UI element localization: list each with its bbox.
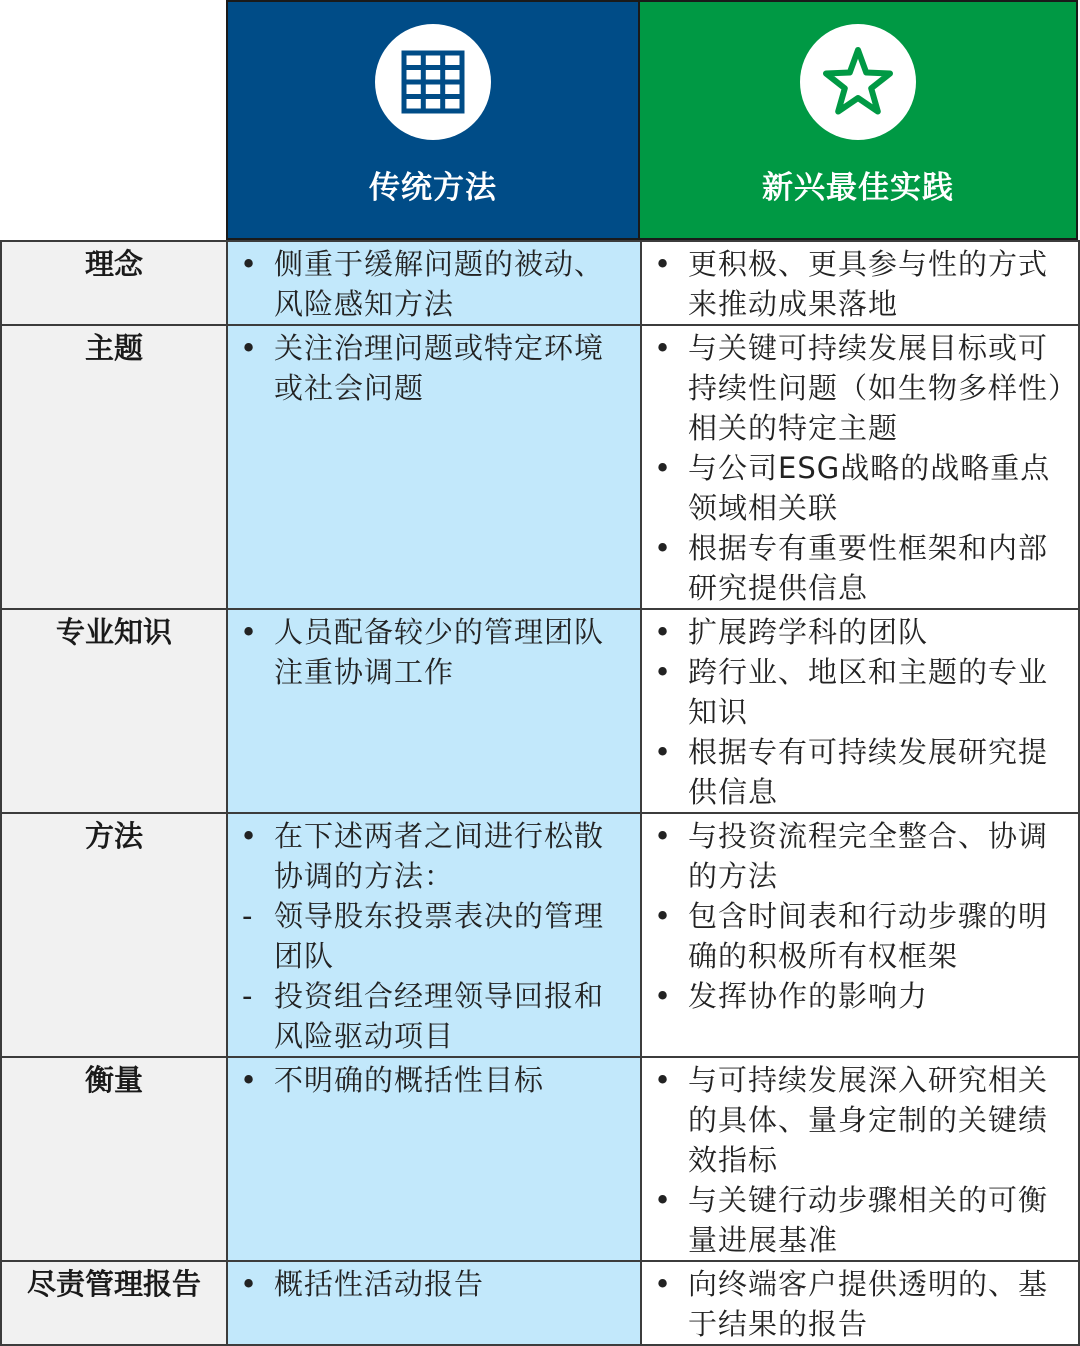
header-title-traditional: 传统方法 [369,170,497,206]
emerging-cell [641,1261,1079,1345]
row-label: 主题 [1,325,227,609]
comparison-table [0,240,1080,1346]
traditional-list [228,326,640,408]
grid-icon-circle [375,24,491,140]
emerging-cell [641,813,1079,1057]
row-label: 尽责管理报告 [1,1261,227,1345]
row-label: 方法 [1,813,227,1057]
dash-item: - 领导股东投票表决的管理团队 [228,896,632,976]
table-row [1,325,1079,609]
traditional-cell [227,609,641,813]
table-row [1,1057,1079,1261]
bullet-item: • 关注治理问题或特定环境或社会问题 [228,328,632,408]
dash-item: - 投资组合经理领导回报和风险驱动项目 [228,976,632,1056]
table-row [1,241,1079,325]
bullet-item: • 概括性活动报告 [228,1264,632,1304]
bullet-item: • 跨行业、地区和主题的专业知识 [642,652,1070,732]
star-icon [820,44,896,120]
emerging-cell [641,241,1079,325]
bullet-item: • 根据专有可持续发展研究提供信息 [642,732,1070,812]
bullet-item: • 向终端客户提供透明的、基于结果的报告 [642,1264,1070,1344]
header-title-emerging: 新兴最佳实践 [762,170,954,206]
traditional-list [228,610,640,692]
traditional-cell [227,1057,641,1261]
table-row [1,609,1079,813]
bullet-item: • 根据专有重要性框架和内部研究提供信息 [642,528,1070,608]
emerging-list [642,814,1078,1016]
traditional-list [228,1058,640,1100]
traditional-cell [227,325,641,609]
traditional-list [228,1262,640,1304]
bullet-item: • 与可持续发展深入研究相关的具体、量身定制的关键绩效指标 [642,1060,1070,1180]
bullet-item: • 在下述两者之间进行松散协调的方法： [228,816,632,896]
bullet-item: • 与投资流程完全整合、协调的方法 [642,816,1070,896]
row-label: 衡量 [1,1057,227,1261]
bullet-item: • 包含时间表和行动步骤的明确的积极所有权框架 [642,896,1070,976]
row-label: 理念 [1,241,227,325]
emerging-list [642,1058,1078,1260]
row-label: 专业知识 [1,609,227,813]
emerging-list [642,326,1078,608]
emerging-list [642,242,1078,324]
emerging-list [642,1262,1078,1344]
bullet-item: • 发挥协作的影响力 [642,976,1070,1016]
bullet-item: • 与公司ESG战略的战略重点领域相关联 [642,448,1070,528]
traditional-list [228,814,640,1056]
star-icon-circle [800,24,916,140]
emerging-list [642,610,1078,812]
bullet-item: • 扩展跨学科的团队 [642,612,1070,652]
traditional-cell [227,1261,641,1345]
header-emerging [640,0,1078,240]
bullet-item: • 人员配备较少的管理团队注重协调工作 [228,612,632,692]
bullet-item: • 与关键可持续发展目标或可持续性问题（如生物多样性）相关的特定主题 [642,328,1070,448]
header-traditional [226,0,640,240]
traditional-cell [227,241,641,325]
emerging-cell [641,325,1079,609]
bullet-item: • 与关键行动步骤相关的可衡量进展基准 [642,1180,1070,1260]
bullet-item: • 不明确的概括性目标 [228,1060,632,1100]
traditional-list [228,242,640,324]
emerging-cell [641,1057,1079,1261]
bullet-item: • 更积极、更具参与性的方式来推动成果落地 [642,244,1070,324]
grid-icon [401,50,465,114]
table-row [1,813,1079,1057]
traditional-cell [227,813,641,1057]
bullet-item: • 侧重于缓解问题的被动、风险感知方法 [228,244,632,324]
emerging-cell [641,609,1079,813]
table-row [1,1261,1079,1345]
